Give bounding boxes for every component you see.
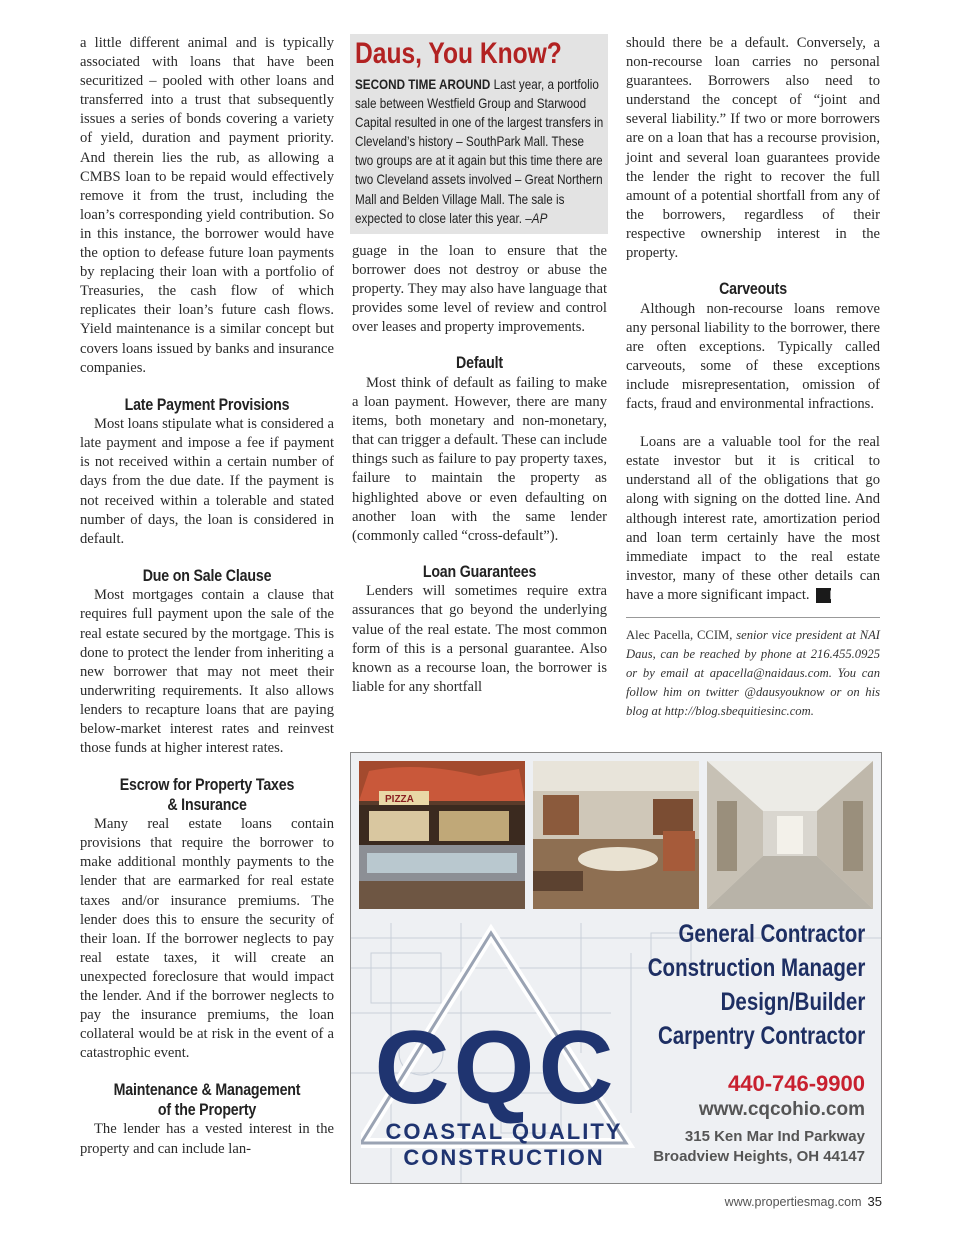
paragraph-shortfall: should there be a default. Conversely, a non-recourse loan carries no personal guarantees. Borrowers also need to understand the concept of “joint and several liability.” If two or more borrowers are on a loan that has a recourse provision, joint and several loan guarantees provide the lender the right to recover the full amount of a potential shortfall from any of the borrowers, regardless of their respective ownership interest in the property. <box>626 35 880 262</box>
heading-carveouts: Carveouts <box>719 280 787 299</box>
footer-url[interactable]: www.propertiesmag.com <box>724 1195 862 1209</box>
page-footer <box>725 1194 882 1209</box>
brand-name-line1: COASTAL QUALITY <box>385 1119 623 1144</box>
sidebar-text: Last year, a portfolio sale between Westfield Group and Starwood Capital resulted in one of the largest transfers in Cleveland’s history – SouthPark Mall. These two groups are at it again but this time there are two Cleveland assets involved – Great Northern Mall and Belden Village Mall. The sale is expected to close later this year. <box>355 77 604 226</box>
service-carpentry-contractor: Carpentry Contractor <box>657 1022 865 1050</box>
heading-default: Default <box>456 354 503 373</box>
phone-number[interactable]: 440-746-9900 <box>727 1071 865 1096</box>
website-link[interactable]: www.cqcohio.com <box>698 1099 865 1120</box>
conclusion-text: Loans are a valuable tool for the real estate investor but it is critical to understand all of the obligations that go along with signing on the dotted line. And although interest rate, amortization period and loan term certainly have the most immediate impact to the real estate investor, many of these other details can have a more significant impact. <box>626 434 880 603</box>
sidebar-lead: SECOND TIME AROUND <box>355 77 491 92</box>
pizza-sign: PIZZA <box>385 794 414 805</box>
paragraph-late-payment: Most loans stipulate what is considered a late payment and impose a fee if payment is not received within a certain number of days from the due date. If the payment is not received within a tolerable and stated number of days, the loan is considered in default. <box>80 416 334 547</box>
paragraph-escrow: Many real estate loans contain provisions that require the borrower to make additional monthly payments to the lender that are earmarked for real estate taxes and/or insurance premiums. The lender does this to ensure the security of their loan. If the borrower neglects to pay real estate taxes, it will create an unexpected foreclosure that would impact the lender. And if the borrower neglects to pay the insurance premiums, the loan collateral would be at risk in the event of a catastrophic event. <box>80 816 334 1062</box>
contact-block <box>653 1071 865 1167</box>
heading-late-payment: Late Payment Provisions <box>124 395 290 414</box>
brand-name-line2: CONSTRUCTION <box>403 1145 605 1170</box>
brand-name <box>369 1119 639 1171</box>
advertisement-cqc[interactable] <box>350 752 882 1184</box>
service-design-builder: Design/Builder <box>720 988 865 1016</box>
byline-divider <box>626 617 880 618</box>
heading-escrow-line1: Escrow for Property Taxes <box>119 776 295 795</box>
photo-hallway <box>707 761 873 909</box>
heading-loan-guarantees: Loan Guarantees <box>422 562 537 581</box>
end-mark-icon: P <box>816 588 831 603</box>
paragraph-conclusion <box>626 433 880 605</box>
sidebar-title: Daus, You Know? <box>355 37 562 70</box>
heading-maintenance-line1: Maintenance & Management <box>113 1081 301 1100</box>
service-general-contractor: General Contractor <box>678 920 865 948</box>
heading-maintenance-line2: of the Property <box>157 1100 257 1119</box>
address-line2: Broadview Heights, OH 44147 <box>653 1148 865 1165</box>
paragraph-loan-guarantees: Lenders will sometimes require extra assurances that go beyond the underlying value of the real estate. The most common form of this is a personal guarantee. Also known as a recourse loan, the borrower is liable for any shortfall <box>352 583 607 695</box>
paragraph-carveouts: Although non-recourse loans remove any personal liability to the borrower, there are often exceptions. Typically called carveouts, some of these exceptions include misrepresentation, omission of facts, fraud and environmental infractions. <box>626 300 880 413</box>
services-list <box>600 917 865 1053</box>
byline-details: senior vice president at NAI Daus, can be reached by phone at 216.455.0925 or by email at apacella@naidaus.com. You can follow him on twitter @dausyouknow or on his blog at http://blog.sbequitiesinc.com. <box>626 628 880 719</box>
paragraph-lender-language: guage in the loan to ensure that the borrower does not destroy or abuse the property. They may also have language that provides some level of review and control over leases and property improvements. <box>352 243 607 336</box>
logo-letters: CQC <box>374 1010 618 1126</box>
photo-library-room <box>533 761 699 909</box>
heading-escrow-line2: & Insurance <box>167 795 247 814</box>
sidebar-credit: –AP <box>525 210 548 226</box>
paragraph-due-on-sale: Most mortgages contain a clause that requires full payment upon the sale of the real estate secured by the mortgage. This is done to protect the lender from inheriting a new borrower that may not meet their underwriting requirements. It also allows lenders to recapture loans that are paying below-market interest rates and reinvest those funds at higher interest rates. <box>80 587 334 757</box>
paragraph-intro: a little different animal and is typically associated with loans that have been securitized – pooled with other loans and transferred into a trust that subsequently issues a series of bonds covering a variety of yield, duration and payment priority. And therein lies the rub, as allowing a CMBS loan to be repaid would effectively remove it from the trust, including the loan’s corresponding yield contribution. So in this instance, the borrower would have the option to defease future loan payments by replacing their loan with a portfolio of Treasuries, the cash flow of which replicates their loan’s future cash flows. Yield maintenance is a similar concept but covers loans issued by banks and insurance companies. <box>80 35 334 376</box>
address-line1: 315 Ken Mar Ind Parkway <box>684 1128 865 1145</box>
author-byline <box>626 626 880 721</box>
page-number: 35 <box>867 1194 882 1209</box>
paragraph-maintenance: The lender has a vested interest in the property and can include lan- <box>80 1121 334 1157</box>
service-construction-manager: Construction Manager <box>647 954 865 982</box>
heading-due-on-sale: Due on Sale Clause <box>142 566 272 585</box>
byline-author: Alec Pacella, CCIM, <box>626 628 733 643</box>
sidebar-body <box>355 75 604 228</box>
photo-food-court <box>359 761 525 909</box>
column-1 <box>80 34 334 1159</box>
column-2 <box>352 242 607 697</box>
paragraph-default: Most think of default as failing to make a loan payment. However, there are many items, both monetary and non-monetary, that can trigger a default. These can include things such as failure to pay property taxes, failure to maintain the property as highlighted above or even defaulting on another loan with the same lender (commonly called “cross-default”). <box>352 374 608 544</box>
sidebar-box <box>350 34 608 234</box>
column-3 <box>626 34 880 721</box>
